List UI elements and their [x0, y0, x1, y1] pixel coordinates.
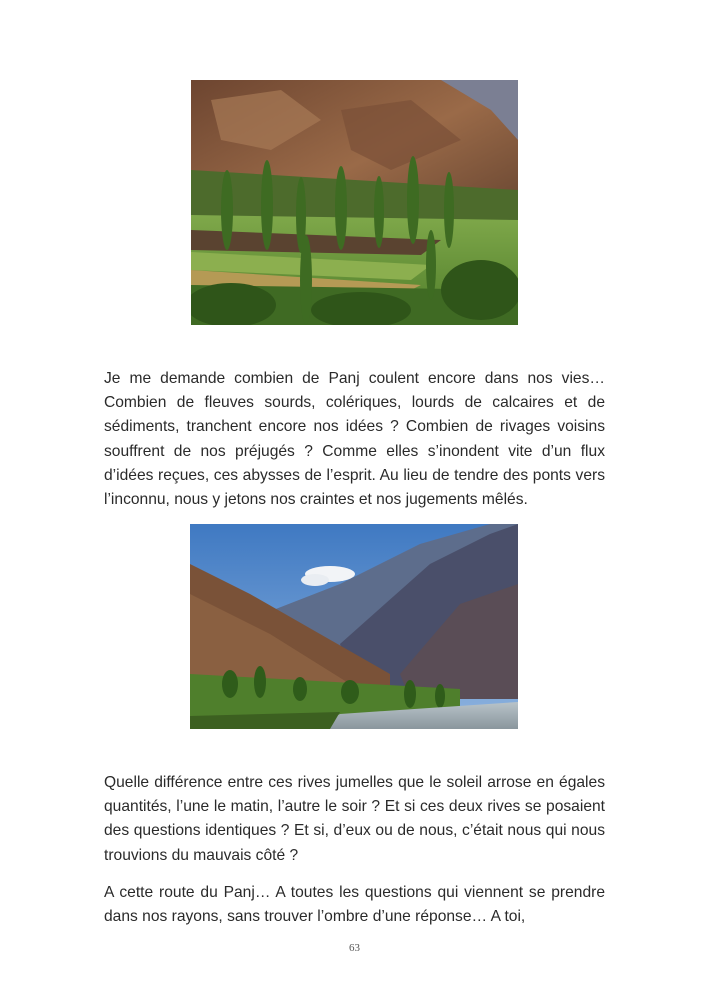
paragraph-1: Je me demande combien de Panj coulent encore dans nos vies… Combien de fleuves sourds, colériques, lourds de calcaires et de sédiments, tranchent encore nos idées ? Combien de rivages voisins souffrent de nos préjugés ? Comme elles s’inondent vite d’un flux d’idées reçues, ces abysses de l’esprit. Au lieu de tendre des ponts vers l’inconnu, nous y jetons nos craintes et nos jugements mêlés. — [104, 370, 605, 509]
valley-fields-image — [191, 80, 518, 325]
page-number: 63 — [349, 942, 360, 954]
river-valley-image — [190, 524, 518, 729]
photo-river-valley — [190, 524, 518, 729]
photo-valley-fields — [191, 80, 518, 325]
paragraph-3: A cette route du Panj… A toutes les questions qui viennent se prendre dans nos rayons, sans trouver l’ombre d’une réponse… A toi, — [104, 884, 605, 926]
paragraph-2: Quelle différence entre ces rives jumelles que le soleil arrose en égales quantités, l’une le matin, l’autre le soir ? Et si ces deux rives se posaient des questions identiques ? Et si, d’eux ou de nous, c’était nous qui nous trouvions du mauvais côté ? — [104, 774, 605, 864]
